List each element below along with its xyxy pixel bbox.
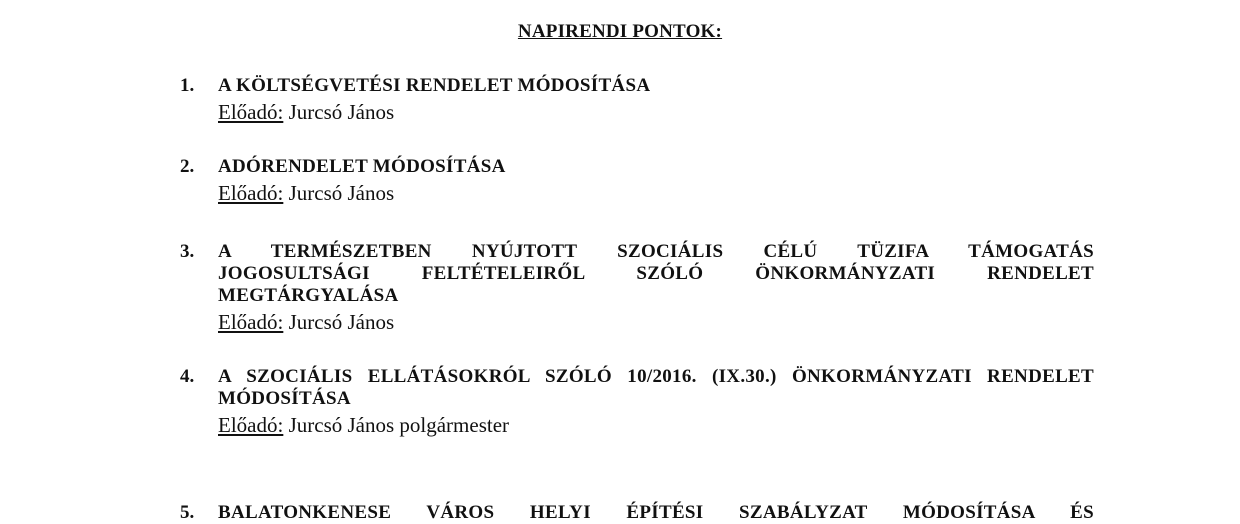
presenter-label: Előadó:	[218, 100, 284, 124]
agenda-item-presenter	[218, 180, 1094, 206]
presenter-name: Jurcsó János	[288, 100, 395, 124]
agenda-item-title: A KÖLTSÉGVETÉSI RENDELET MÓDOSÍTÁSA	[218, 75, 651, 96]
agenda-item-title-line: BALATONKENESE VÁROS HELYI ÉPÍTÉSI SZABÁLYZAT MÓDOSÍTÁSA ÉS	[218, 502, 1094, 523]
agenda-item-5	[180, 502, 1094, 524]
agenda-item-4	[180, 366, 1094, 438]
presenter-label: Előadó:	[218, 310, 284, 334]
agenda-item-title-line: MEGTÁRGYALÁSA	[218, 285, 399, 306]
agenda-heading: NAPIRENDI PONTOK:	[517, 21, 723, 42]
agenda-item-title-line: JOGOSULTSÁGI FELTÉTELEIRŐL SZÓLÓ ÖNKORMÁNYZATI RENDELET	[218, 263, 1094, 284]
presenter-label: Előadó:	[218, 413, 284, 437]
agenda-item-title-line: A TERMÉSZETBEN NYÚJTOTT SZOCIÁLIS CÉLÚ TÜZIFA TÁMOGATÁS	[218, 241, 1094, 262]
agenda-item-number: 2.	[180, 156, 195, 177]
agenda-item-title: ADÓRENDELET MÓDOSÍTÁSA	[218, 156, 506, 177]
agenda-item-presenter	[218, 412, 1094, 438]
agenda-item-2	[180, 156, 1094, 206]
presenter-name: Jurcsó János	[288, 181, 395, 205]
presenter-name: Jurcsó János polgármester	[288, 413, 510, 437]
agenda-item-number: 1.	[180, 75, 195, 96]
agenda-item-3	[180, 241, 1094, 335]
agenda-item-title-line: MÓDOSÍTÁSA	[218, 388, 351, 409]
agenda-item-number: 3.	[180, 241, 195, 262]
presenter-label: Előadó:	[218, 181, 284, 205]
agenda-item-presenter	[218, 309, 1094, 335]
agenda-item-title-line: A SZOCIÁLIS ELLÁTÁSOKRÓL SZÓLÓ 10/2016. (IX.30.) ÖNKORMÁNYZATI RENDELET	[218, 366, 1094, 387]
agenda-item-1	[180, 75, 1094, 125]
agenda-item-number: 5.	[180, 502, 195, 523]
agenda-item-presenter	[218, 99, 1094, 125]
presenter-name: Jurcsó János	[288, 310, 395, 334]
agenda-item-number: 4.	[180, 366, 195, 387]
